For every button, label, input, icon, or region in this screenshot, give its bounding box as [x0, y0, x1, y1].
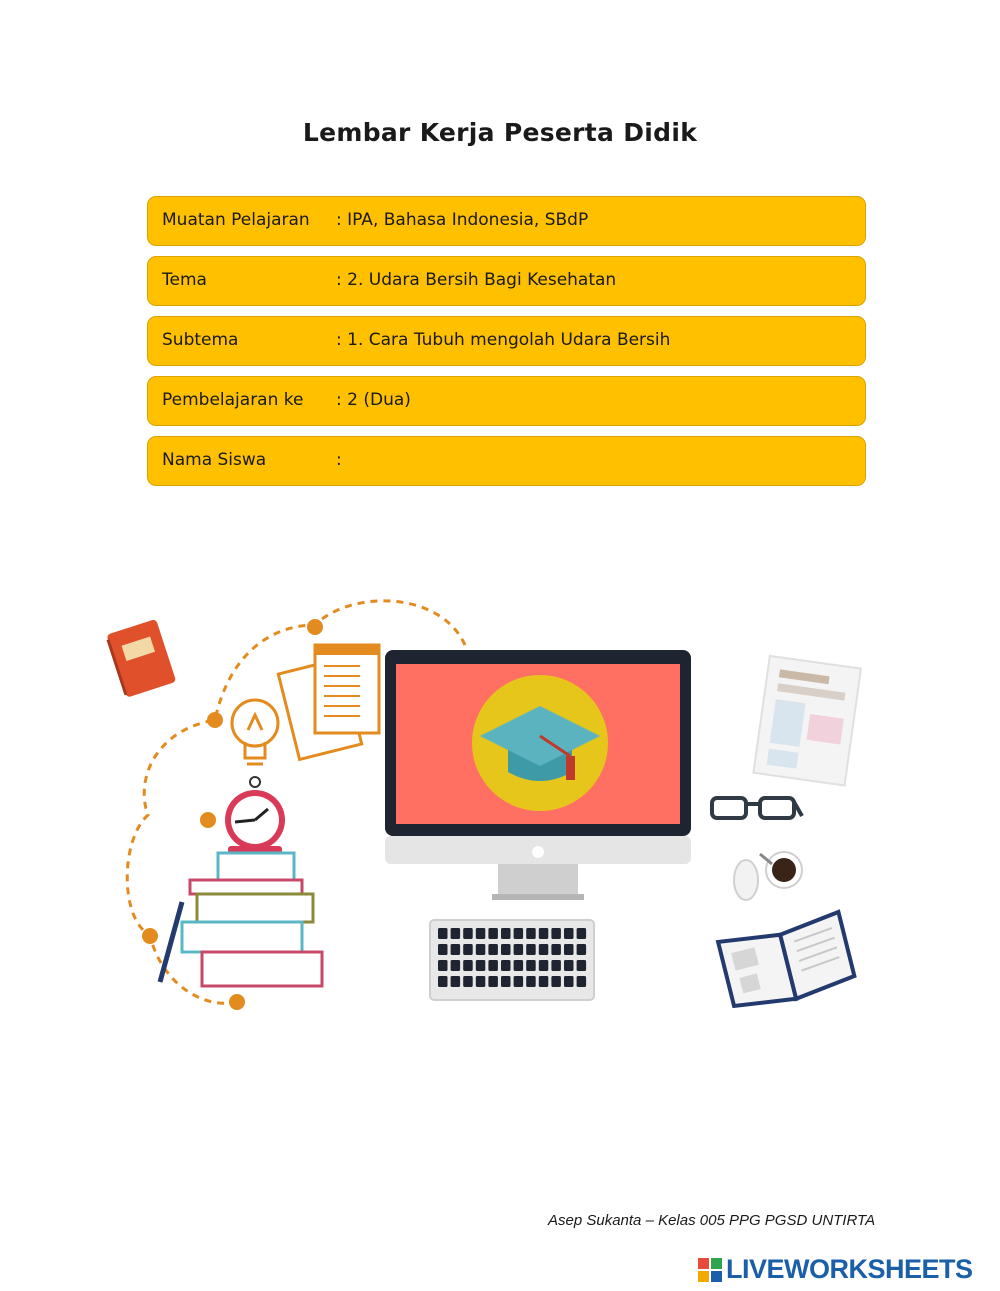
keyboard-key — [564, 960, 574, 971]
coffee-cup-icon — [760, 852, 802, 888]
keyboard-key — [539, 960, 549, 971]
info-table — [147, 196, 866, 496]
keyboard-key — [451, 928, 461, 939]
keyboard-key — [514, 928, 524, 939]
keyboard-key — [577, 928, 587, 939]
keyboard-key — [488, 944, 498, 955]
info-row-lesson — [147, 376, 866, 426]
notebook-icon — [106, 619, 176, 698]
glasses-icon — [712, 798, 802, 818]
newspaper-icon — [753, 656, 861, 786]
keyboard-key — [476, 928, 486, 939]
info-value: : 2 (Dua) — [336, 390, 411, 410]
info-value: : 2. Udara Bersih Bagi Kesehatan — [336, 270, 617, 290]
info-label: Muatan Pelajaran — [162, 210, 310, 230]
keyboard-key — [564, 976, 574, 987]
lightbulb-icon — [232, 700, 278, 764]
open-book-icon — [718, 912, 856, 1014]
keyboard-key — [451, 944, 461, 955]
info-value: : 1. Cara Tubuh mengolah Udara Bersih — [336, 330, 671, 350]
page-title: Lembar Kerja Peserta Didik — [302, 118, 698, 147]
keyboard-key — [438, 944, 448, 955]
keyboard-key — [438, 928, 448, 939]
keyboard-key — [438, 960, 448, 971]
info-row-subtheme — [147, 316, 866, 366]
keyboard-key — [577, 944, 587, 955]
info-label: Subtema — [162, 330, 239, 350]
keyboard-key — [551, 960, 561, 971]
info-row-subject — [147, 196, 866, 246]
author-credit: Asep Sukanta – Kelas 005 PPG PGSD UNTIRTA — [548, 1212, 876, 1229]
info-label: Nama Siswa — [162, 450, 267, 470]
keyboard-key — [514, 944, 524, 955]
keyboard-key — [488, 960, 498, 971]
info-row-student-name[interactable] — [147, 436, 866, 486]
keyboard-key — [463, 976, 473, 987]
keyboard-key — [526, 944, 536, 955]
keyboard-key — [526, 960, 536, 971]
keyboard-key — [476, 976, 486, 987]
keyboard-key — [501, 928, 511, 939]
keyboard-key — [488, 928, 498, 939]
keyboard-key — [488, 976, 498, 987]
keyboard-key — [551, 976, 561, 987]
education-illustration — [100, 590, 880, 1030]
info-row-theme — [147, 256, 866, 306]
keyboard-key — [476, 960, 486, 971]
documents-icon — [278, 645, 379, 759]
keyboard-key — [551, 944, 561, 955]
keyboard-key — [551, 928, 561, 939]
keyboard-key — [564, 944, 574, 955]
keyboard-key — [451, 976, 461, 987]
keyboard-key — [526, 928, 536, 939]
keyboard-key — [539, 944, 549, 955]
keyboard-key — [501, 976, 511, 987]
keyboard-key — [438, 976, 448, 987]
info-label: Pembelajaran ke — [162, 390, 304, 410]
keyboard-key — [463, 928, 473, 939]
brand-name: LIVEWORKSHEETS — [726, 1254, 973, 1284]
book-stack-icon — [160, 853, 322, 986]
mouse-icon — [734, 860, 758, 900]
keyboard-key — [463, 960, 473, 971]
keyboard-key — [514, 976, 524, 987]
info-label: Tema — [162, 270, 207, 290]
keyboard-key — [501, 960, 511, 971]
info-value: : IPA, Bahasa Indonesia, SBdP — [336, 210, 589, 230]
keyboard-icon — [430, 920, 594, 1000]
keyboard-key — [451, 960, 461, 971]
keyboard-key — [501, 944, 511, 955]
keyboard-key — [463, 944, 473, 955]
keyboard-key — [577, 960, 587, 971]
liveworksheets-logo-icon — [698, 1258, 722, 1282]
keyboard-key — [564, 928, 574, 939]
student-name-field[interactable]: : — [336, 450, 342, 470]
keyboard-key — [539, 928, 549, 939]
keyboard-key — [476, 944, 486, 955]
alarm-clock-icon — [225, 777, 285, 854]
keyboard-key — [577, 976, 587, 987]
keyboard-key — [526, 976, 536, 987]
graduation-cap-icon — [472, 675, 608, 811]
keyboard-key — [539, 976, 549, 987]
keyboard-key — [514, 960, 524, 971]
